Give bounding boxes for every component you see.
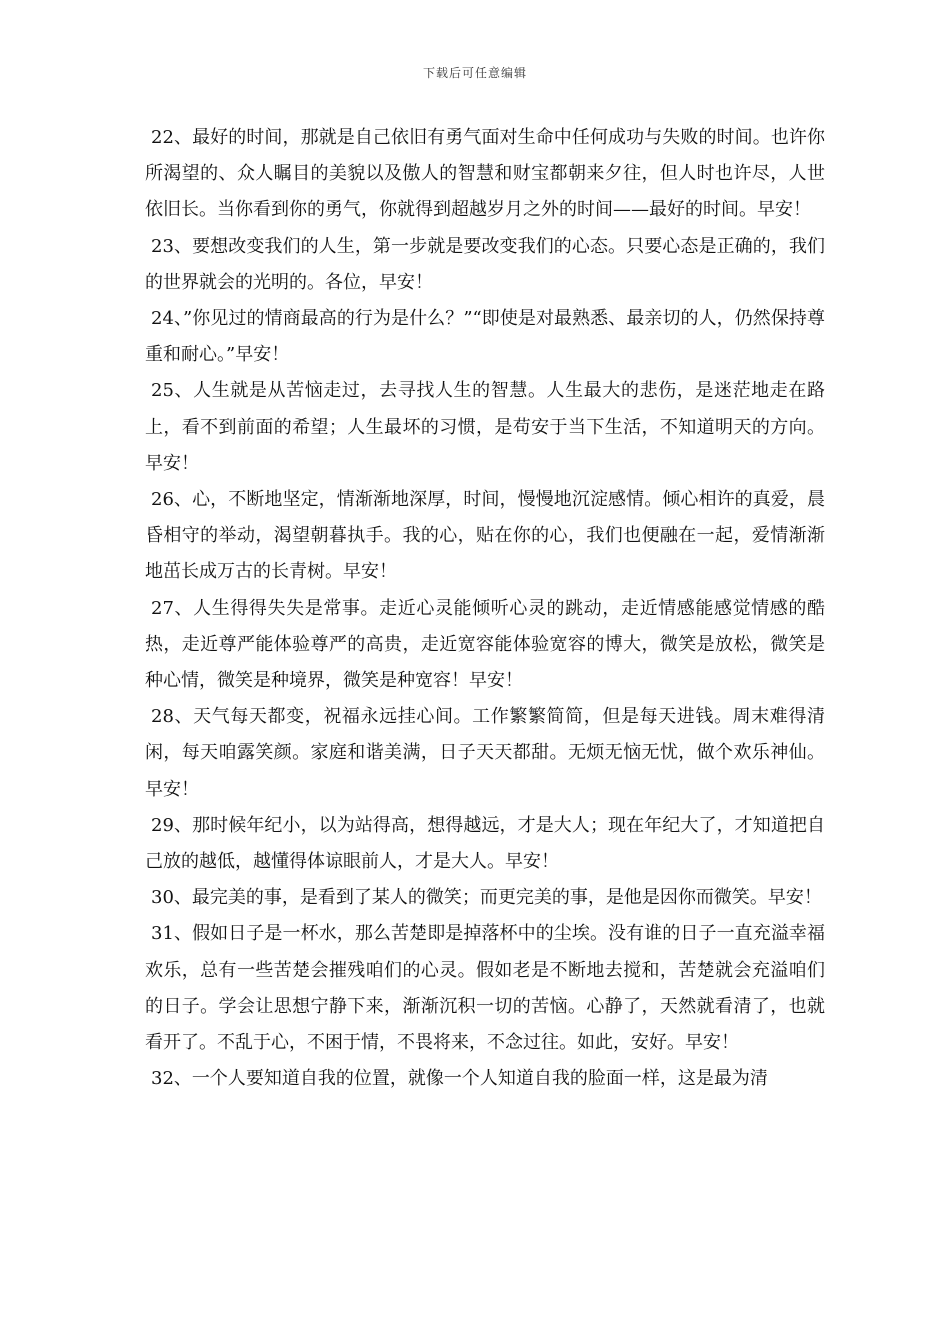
- paragraph-28: 28、天气每天都变，祝福永远挂心间。工作繁繁简简，但是每天进钱。周末难得清闲，每天咱露笑颜。家庭和谐美满，日子天天都甜。无烦无恼无忧，做个欢乐神仙。早安！: [145, 706, 825, 800]
- page-header: 下载后可任意编辑: [422, 66, 527, 80]
- paragraph-24: 24、”你见过的情商最高的行为是什么？”“即使是对最熟悉、最亲切的人，仍然保持尊重和耐心。”早安！: [145, 308, 825, 366]
- paragraph-27: 27、人生得得失失是常事。走近心灵能倾听心灵的跳动，走近情感能感觉情感的酷热，走近尊严能体验尊严的高贵，走近宽容能体验宽容的博大，微笑是放松，微笑是种心情，微笑是种境界，微笑是种宽容！早安！: [145, 597, 825, 692]
- document-body: [145, 120, 825, 1097]
- paragraph-32: 32、一个人要知道自我的位置，就像一个人知道自我的脸面一样，这是最为清: [151, 1068, 768, 1090]
- paragraph-29: 29、那时候年纪小，以为站得高，想得越远，才是大人；现在年纪大了，才知道把自己放的越低，越懂得体谅眼前人，才是大人。早安！: [145, 814, 825, 873]
- paragraph-26: 26、心，不断地坚定，情渐渐地深厚，时间，慢慢地沉淀感情。倾心相许的真爱，晨昏相守的举动，渴望朝暮执手。我的心，贴在你的心，我们也便融在一起，爱情渐渐地茁长成万古的长青树。早安！: [145, 489, 825, 583]
- paragraph-30: 30、最完美的事，是看到了某人的微笑；而更完美的事，是他是因你而微笑。早安！: [151, 887, 822, 909]
- paragraph-31: 31、假如日子是一杯水，那么苦楚即是掉落杯中的尘埃。没有谁的日子一直充溢幸福欢乐，总有一些苦楚会摧残咱们的心灵。假如老是不断地去搅和，苦楚就会充溢咱们的日子。学会让思想宁静下来，渐渐沉积一切的苦恼。心静了，天然就看清了，也就看开了。不乱于心，不困于情，不畏将来，不念过往。如此，安好。早安！: [145, 923, 825, 1054]
- paragraph-22: 22、最好的时间，那就是自己依旧有勇气面对生命中任何成功与失败的时间。也许你所渴望的、众人瞩目的美貌以及傲人的智慧和财宝都朝来夕往，但人时也许尽，人世依旧长。当你看到你的勇气，你就得到超越岁月之外的时间——最好的时间。早安！: [145, 127, 825, 221]
- paragraph-25: 25、人生就是从苦恼走过，去寻找人生的智慧。人生最大的悲伤，是迷茫地走在路上，看不到前面的希望；人生最坏的习惯，是苟安于当下生活，不知道明天的方向。早安！: [145, 380, 825, 474]
- paragraph-23: 23、要想改变我们的人生，第一步就是要改变我们的心态。只要心态是正确的，我们的世界就会的光明的。各位，早安！: [145, 235, 825, 293]
